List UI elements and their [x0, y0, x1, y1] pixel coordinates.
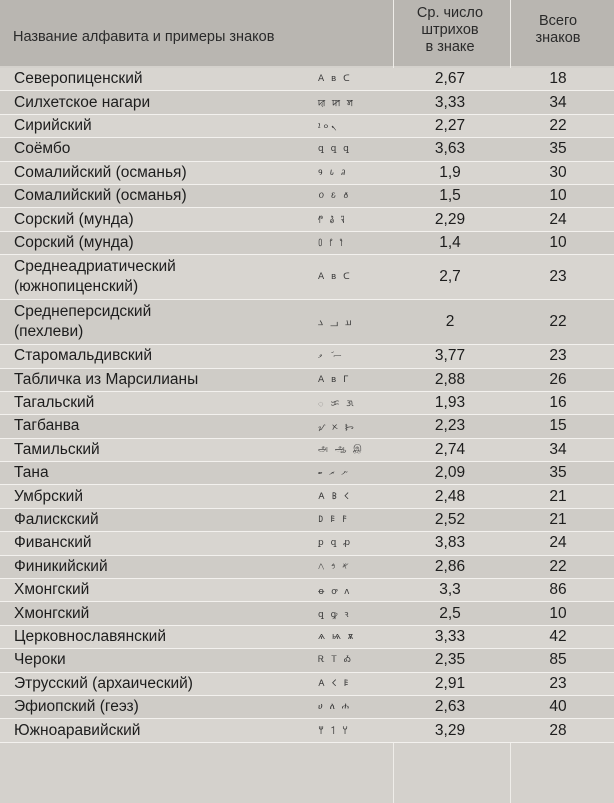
avg-strokes-value: 2,67 [434, 70, 466, 88]
alphabet-name: Среднеперсидский [14, 303, 152, 321]
alphabet-name: Тагальский [14, 394, 95, 412]
alphabet-name: Соёмбо [14, 140, 71, 158]
alphabet-name-cell [14, 208, 314, 230]
alphabet-name-lines [14, 463, 49, 483]
table-row [0, 91, 614, 114]
table-row [0, 439, 614, 462]
alphabet-name-cell [14, 138, 314, 160]
alphabet-name-cell [14, 162, 314, 184]
avg-strokes-value: 2,91 [434, 674, 466, 692]
header-avg-line: штрихов [421, 22, 479, 38]
alphabet-name: Этрусский (архаический) [14, 674, 193, 692]
alphabet-name-lines [14, 302, 151, 342]
total-signs-value: 22 [549, 116, 567, 134]
alphabet-name: Хмонгский [14, 581, 90, 599]
sample-glyphs: Ꭱ Ꭲ Ꭳ [318, 655, 353, 666]
total-signs-value: 22 [549, 557, 567, 575]
total-signs-value: 21 [549, 511, 567, 529]
alphabet-name: Фалискский [14, 511, 99, 529]
alphabet-name-lines [14, 557, 108, 577]
table-row [0, 673, 614, 696]
avg-strokes-value: 2,7 [439, 268, 461, 286]
alphabet-name: Сомалийский (османья) [14, 187, 187, 205]
alphabet-name: Сорский (мунда) [14, 233, 134, 251]
total-signs-value: 85 [549, 651, 567, 669]
total-signs-value: 21 [549, 487, 567, 505]
avg-strokes-value: 3,77 [434, 347, 466, 365]
alphabet-name-cell [14, 626, 314, 648]
avg-strokes-value: 3,33 [434, 628, 466, 645]
sample-glyphs: 𐩠 𐩡 𐩢 [318, 727, 351, 738]
alphabet-name: Чероки [14, 651, 66, 669]
total-signs-value: 42 [549, 628, 567, 645]
alphabet-name: Северопиценский [14, 70, 143, 88]
sample-glyphs: 𑃐 𑃑 𑃒 [318, 216, 347, 227]
sample-glyphs: ꓮ ʙ ᑕ [318, 272, 352, 283]
total-signs-value: 23 [549, 674, 567, 692]
avg-strokes-value: 2,27 [434, 116, 466, 134]
alphabet-name-lines [14, 416, 79, 436]
avg-strokes-value: 3,3 [439, 581, 461, 599]
table-row [0, 579, 614, 602]
table-row [0, 115, 614, 138]
alphabet-name: Финикийский [14, 557, 108, 575]
alphabet-name-lines [14, 627, 166, 647]
alphabet-name-lines [14, 604, 89, 624]
sample-glyphs: 𐒠 𐒢 𐒤 [318, 191, 351, 202]
sample-glyphs: ꝋ ꝍ ᴧ [318, 586, 352, 597]
total-signs-value: 16 [549, 394, 567, 412]
header-total-signs [517, 13, 599, 47]
total-signs-value: 34 [549, 440, 567, 458]
table-row [0, 532, 614, 555]
alphabet-name-cell [14, 719, 314, 741]
table-row [0, 556, 614, 579]
alphabet-name: Тамильский [14, 440, 100, 458]
alphabet-name-cell [14, 255, 314, 299]
alphabet-name-cell [14, 115, 314, 137]
alphabet-name-lines [14, 139, 70, 159]
alphabet-name: Церковнославянский [14, 628, 166, 645]
table-row [0, 509, 614, 532]
total-signs-value: 23 [549, 268, 567, 286]
table-header [0, 0, 614, 66]
avg-strokes-value: 2,35 [434, 651, 466, 669]
sample-glyphs: 𐌃 𐌄 𐌅 [318, 515, 350, 526]
table-row [0, 208, 614, 231]
alphabet-name-cell [14, 696, 314, 718]
alphabet-name-lines [14, 163, 187, 183]
header-alphabet-name: Название алфавита и примеры знаков [13, 29, 275, 45]
alphabet-name-lines [14, 440, 100, 460]
table-row [0, 719, 614, 742]
avg-strokes-value: 1,93 [434, 394, 466, 412]
sample-glyphs: 𐭠 𐭡 𐭢 [318, 317, 354, 328]
avg-strokes-value: 1,5 [439, 187, 461, 205]
table-row [0, 345, 614, 368]
sample-glyphs: ꓮ ʙ ᑕ [318, 74, 352, 85]
alphabet-name-lines [14, 487, 83, 507]
alphabet-name-cell [14, 68, 314, 90]
sample-glyphs: ܢ ܘ ܐ [318, 120, 337, 131]
avg-strokes-value: 2,63 [434, 698, 466, 716]
table-row [0, 462, 614, 485]
table-row [0, 626, 614, 649]
total-signs-value: 24 [549, 534, 567, 552]
alphabet-name-cell [14, 649, 314, 671]
alphabet-name-lines [14, 580, 89, 600]
alphabet-name-lines [14, 650, 66, 670]
table-row [0, 696, 614, 719]
avg-strokes-value: 3,29 [434, 721, 466, 739]
alphabet-name-lines [14, 116, 92, 136]
sample-glyphs: ꝗ ꝗ ꝗ [318, 144, 351, 155]
alphabet-name-lines [14, 510, 99, 530]
alphabet-name-cell [14, 532, 314, 554]
table-row [0, 138, 614, 161]
sample-glyphs: அ ஆ இ [318, 444, 364, 455]
avg-strokes-value: 2,74 [434, 440, 466, 458]
total-signs-value: 10 [549, 233, 567, 251]
total-signs-value: 40 [549, 698, 567, 716]
total-signs-value: 26 [549, 370, 567, 388]
alphabet-name: Табличка из Марсилианы [14, 370, 199, 388]
table-row [0, 485, 614, 508]
alphabet-name-cell [14, 345, 314, 367]
alphabet-name-cell [14, 91, 314, 113]
avg-strokes-value: 2,5 [439, 604, 461, 622]
avg-strokes-value: 2,86 [434, 557, 466, 575]
header-avg-strokes [395, 5, 505, 56]
table-row [0, 369, 614, 392]
alphabet-name: Эфиопский (геэз) [14, 698, 139, 716]
sample-glyphs: 𐤀 𐤁 𐤂 [318, 561, 351, 572]
alphabet-name-lines [14, 186, 187, 206]
avg-strokes-value: 2,23 [434, 417, 466, 435]
alphabet-name: Сомалийский (османья) [14, 163, 187, 181]
alphabet-name-lines [14, 721, 140, 741]
alphabet-name-lines [14, 93, 150, 113]
table-body [0, 68, 614, 743]
alphabet-name: (южнопиценский) [14, 278, 139, 296]
sample-glyphs: 𐌀 𐌂 𐌄 [318, 678, 351, 689]
sample-glyphs: ނ ރ ބ [318, 468, 350, 479]
table-row [0, 392, 614, 415]
alphabet-name: Фиванский [14, 534, 92, 552]
alphabet-name-lines [14, 233, 134, 253]
alphabet-name-cell [14, 602, 314, 624]
alphabet-name-lines [14, 257, 176, 297]
alphabet-name: Сирийский [14, 116, 92, 134]
table-row [0, 602, 614, 625]
alphabet-name: Среднеадриатический [14, 258, 176, 276]
alphabet-name-lines [14, 346, 152, 366]
table-row [0, 255, 614, 300]
table-row [0, 415, 614, 438]
sample-glyphs: ސ ަ ވ [318, 351, 344, 362]
sample-glyphs: 𑃰 𑃱 𑃲 [318, 239, 345, 250]
alphabet-name-cell [14, 579, 314, 601]
total-signs-value: 15 [549, 417, 567, 435]
table-row [0, 649, 614, 672]
avg-strokes-value: 2,88 [434, 370, 466, 388]
total-signs-value: 23 [549, 347, 567, 365]
avg-strokes-value: 1,9 [439, 163, 461, 181]
header-avg-line: Ср. число [416, 5, 484, 21]
avg-strokes-value: 1,4 [439, 233, 461, 251]
alphabet-name-cell [14, 509, 314, 531]
total-signs-value: 10 [549, 604, 567, 622]
total-signs-value: 28 [549, 721, 567, 739]
avg-strokes-value: 2,48 [434, 487, 466, 505]
avg-strokes-value: 2,52 [434, 511, 466, 529]
alphabet-name: Силхетское нагари [14, 93, 151, 111]
alphabet-name-lines [14, 370, 198, 390]
avg-strokes-value: 2 [445, 313, 455, 331]
sample-glyphs: ሀ ለ ሐ [318, 702, 351, 713]
alphabet-name-lines [14, 697, 139, 717]
alphabet-name-lines [14, 210, 134, 230]
sample-glyphs: ѧ ѩ ѫ [318, 632, 356, 642]
alphabet-name-cell [14, 673, 314, 695]
alphabet-name-cell [14, 462, 314, 484]
alphabet-name: Тана [14, 464, 49, 482]
sample-glyphs: 𐒘 𐒗 𐒚 [318, 167, 348, 178]
sample-glyphs: 𐌀 𐌁 𐌂 [318, 491, 352, 502]
alphabet-name: (пехлеви) [14, 323, 84, 341]
alphabet-name-cell [14, 185, 314, 207]
sample-glyphs: ꠢ ꠇ ꠝ [318, 99, 355, 110]
alphabet-name-cell [14, 415, 314, 437]
alphabet-name-cell [14, 369, 314, 391]
table-row [0, 185, 614, 208]
alphabet-name-cell [14, 392, 314, 414]
header-total-line: знаков [535, 30, 581, 46]
sample-glyphs: ꝗ ꝙ ꝛ [318, 610, 351, 621]
table-row [0, 300, 614, 345]
total-signs-value: 35 [549, 464, 567, 482]
header-total-line: Всего [538, 13, 578, 29]
sample-glyphs: ᝠ ᝣ ᝦ [318, 422, 356, 433]
header-avg-line: в знаке [425, 39, 475, 55]
total-signs-value: 18 [549, 70, 567, 88]
total-signs-value: 34 [549, 93, 567, 111]
alphabet-name-cell [14, 232, 314, 254]
alphabet-name-cell [14, 485, 314, 507]
table-row [0, 232, 614, 255]
alphabet-name-cell [14, 300, 314, 344]
alphabet-name: Старомальдивский [14, 347, 152, 365]
total-signs-value: 22 [549, 313, 567, 331]
alphabet-name-cell [14, 439, 314, 461]
alphabet-name-lines [14, 533, 92, 553]
avg-strokes-value: 3,63 [434, 140, 466, 158]
alphabet-name-lines [14, 674, 193, 694]
avg-strokes-value: 3,33 [434, 93, 466, 111]
sample-glyphs: ꝑ ꝗ ꝓ [318, 538, 353, 549]
avg-strokes-value: 2,29 [434, 210, 466, 228]
table-row [0, 162, 614, 185]
sample-glyphs: ꓮ ʙ Γ [318, 374, 351, 385]
alphabet-name-lines [14, 393, 94, 413]
alphabet-name: Южноаравийский [14, 721, 141, 739]
alphabet-name: Сорский (мунда) [14, 210, 134, 228]
total-signs-value: 30 [549, 163, 567, 181]
alphabet-name: Хмонгский [14, 604, 90, 622]
alphabet-name: Умбрский [14, 487, 83, 505]
alphabet-name-cell [14, 556, 314, 578]
sample-glyphs: ᜀ ᜃ ᜄ [318, 398, 356, 409]
avg-strokes-value: 2,09 [434, 464, 466, 482]
total-signs-value: 86 [549, 581, 567, 599]
total-signs-value: 10 [549, 187, 567, 205]
total-signs-value: 35 [549, 140, 567, 158]
alphabet-name: Тагбанва [14, 417, 80, 435]
table-row [0, 68, 614, 91]
total-signs-value: 24 [549, 210, 567, 228]
avg-strokes-value: 3,83 [434, 534, 466, 552]
alphabet-name-lines [14, 69, 143, 89]
